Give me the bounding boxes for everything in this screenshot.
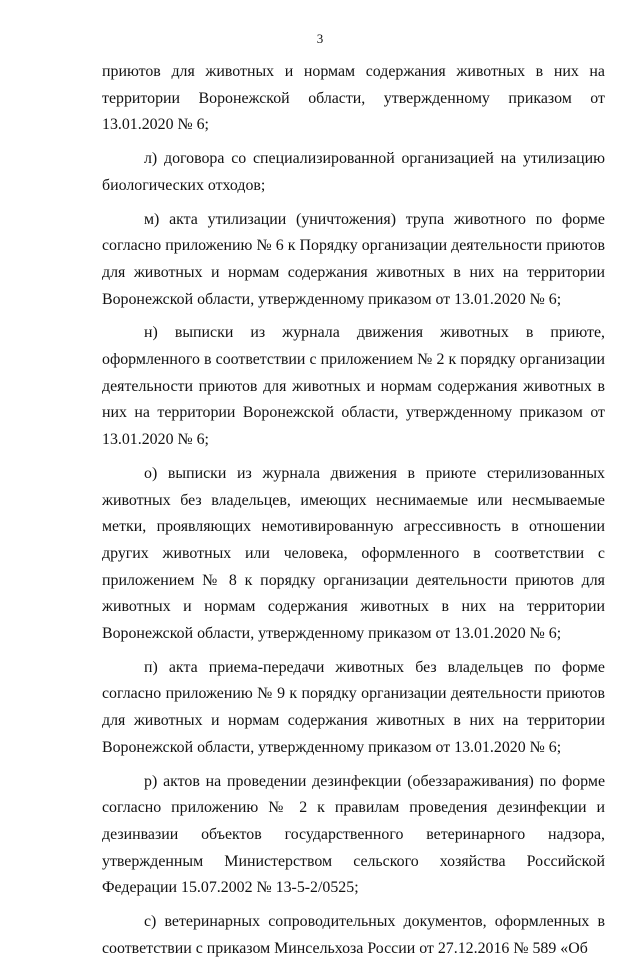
- paragraph-item-p: п) акта приема-передачи животных без владельцев по форме согласно приложению № 9 к порядку организации деятельности приютов для животных и нормам содержания животных в них на территории Воронежской области, утвержденному приказом от 13.01.2020 № 6;: [102, 658, 605, 756]
- paragraph-item-s: с) ветеринарных сопроводительных документов, оформленных в соответствии с приказом Минсельхоза России от 27.12.2016 № 589 «Об: [102, 913, 605, 957]
- paragraph-item-o: о) выписки из журнала движения в приюте стерилизованных животных без владельцев, имеющих неснимаемые или несмываемые метки, проявляющих немотивированную агрессивность в отношении других животных или человека, оформленного в соответствии с приложением № 8 к порядку организации деятельности приютов для животных и нормам содержания животных в них на территории Воронежской области, утвержденному приказом от 13.01.2020 № 6;: [102, 464, 605, 643]
- paragraph-item-m: м) акта утилизации (уничтожения) трупа животного по форме согласно приложению № 6 к Порядку организации деятельности приютов для животных и нормам содержания животных в них на территории Воронежской области, утвержденному приказом от 13.01.2020 № 6;: [102, 210, 605, 308]
- paragraph-continued: приютов для животных и нормам содержания животных в них на территории Воронежской области, утвержденному приказом от 13.01.2020 № 6;: [102, 63, 605, 134]
- paragraph-item-l: л) договора со специализированной организацией на утилизацию биологических отходов;: [102, 150, 605, 194]
- document-body: [102, 59, 605, 970]
- paragraph-item-n: н) выписки из журнала движения животных в приюте, оформленного в соответствии с приложением № 2 к порядку организации деятельности приютов для животных и нормам содержания животных в них на территории Воронежской области, утвержденному приказом от 13.01.2020 № 6;: [102, 324, 605, 449]
- paragraph-item-r: р) актов на проведении дезинфекции (обеззараживания) по форме согласно приложению № 2 к правилам проведения дезинфекции и дезинвазии объектов государственного ветеринарного надзора, утвержденным Министерством сельского хозяйства Российской Федерации 15.07.2002 № 13-5-2/0525;: [102, 772, 605, 897]
- page-number: 3: [316, 31, 324, 46]
